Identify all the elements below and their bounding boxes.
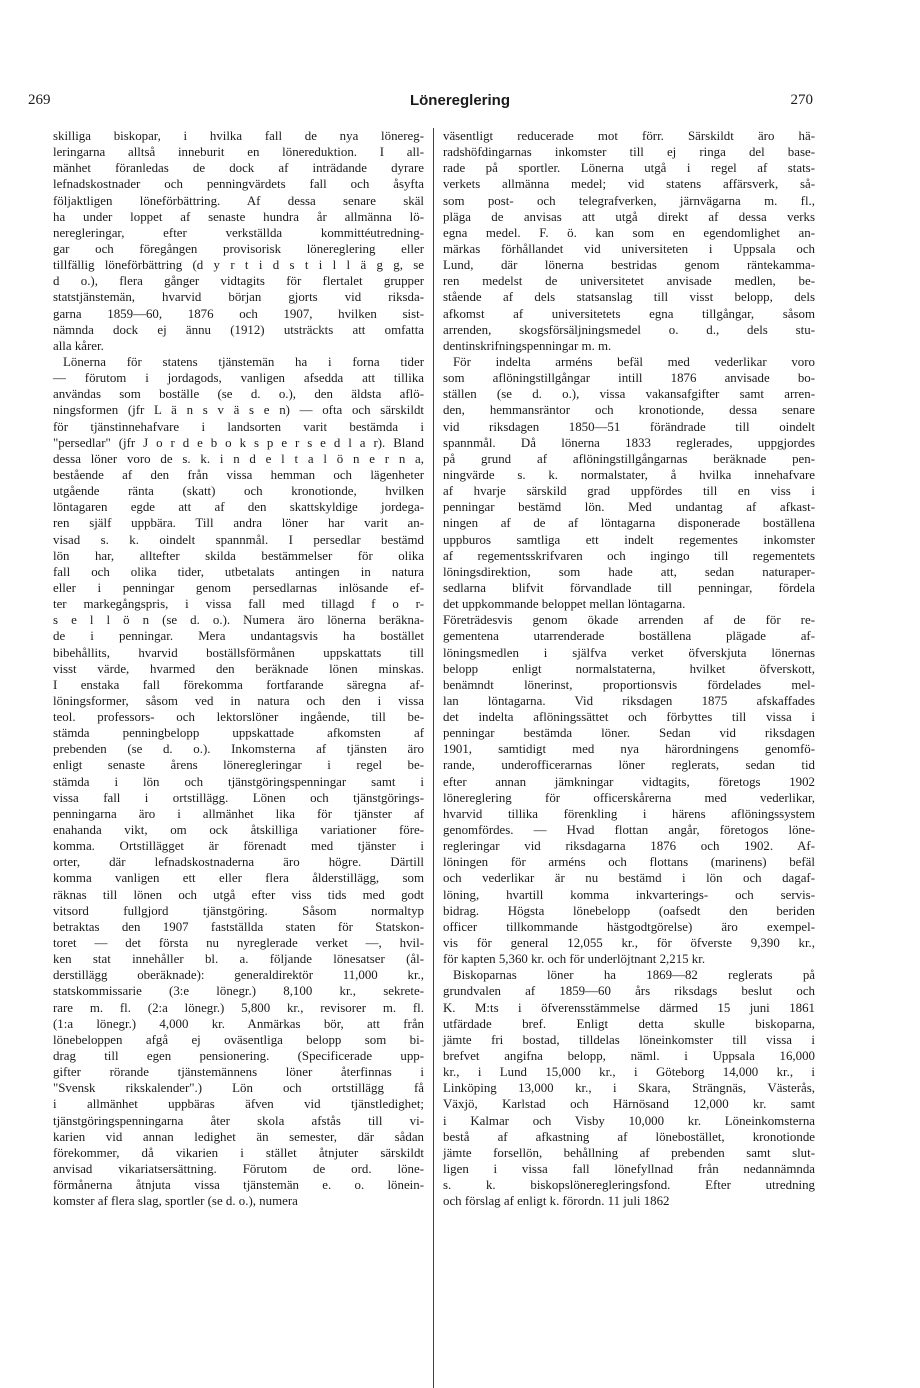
right-column	[443, 128, 815, 1209]
text-line: vis för general 12,055 kr., för öfverste 9,390 kr.,	[443, 936, 815, 951]
text-line: genomfördes. — Hvad flottan angår, företogos löne-	[443, 823, 815, 838]
text-line: orter, där lefnadskostnaderna äro högre. Därtill	[53, 855, 424, 870]
text-line: officer tillkommande hästgodtgörelse) äro exempel-	[443, 919, 815, 934]
text-line: ken stat innehåller bl. a. följande lönesatser (ål-	[53, 952, 424, 967]
text-line: af regementsskrifvaren och ingingo till regementets	[443, 548, 815, 563]
text-line: derstillägg oberäknade): generaldirektör 11,000 kr.,	[53, 968, 424, 983]
left-column	[53, 128, 424, 1209]
text-line: lan löntagarna. Vid riksdagen 1875 afskaffades	[443, 693, 815, 708]
text-line: löningsdirektion, som hade att, sedan naturaper-	[443, 564, 815, 579]
text-line: neregleringar, efter verkställda kommittéutredning-	[53, 225, 424, 240]
text-line: gifter rörande tjänstemännens löner återfinnas i	[53, 1065, 424, 1080]
page-number-left: 269	[28, 92, 51, 108]
text-line: de i penningar. Mera undantagsvis ha bostället	[53, 629, 424, 644]
text-line: ren själf uppbära. Till andra löner har varit an-	[53, 516, 424, 531]
text-line: belopp enligt normalstaterna, hvilket öfverskott,	[443, 661, 815, 676]
text-line: visad s. k. oindelt spannmål. I persedlar bestämd	[53, 532, 424, 547]
text-line: den, hemmansräntor och kronotionde, dessa senare	[443, 403, 815, 418]
text-line: spannmål. Då lönerna 1833 reglerades, uppgjordes	[443, 435, 815, 450]
text-line: verkets allmänna medel; vid statens affärsverk, så-	[443, 177, 815, 192]
text-line: d o.), flera gånger vidtagits för flertalet grupper	[53, 274, 424, 289]
text-line: teol. professors- och lektorslöner ingående, till be-	[53, 710, 424, 725]
text-line: tillfällig löneförbättring (d y r t i d s t i l l ä g g, se	[53, 258, 424, 273]
text-line: dessa löner voro de s. k. i n d e l t a l ö n e r n a,	[53, 451, 424, 466]
text-line: (1:a lönegr.) 4,000 kr. Anmärkas bör, att från	[53, 1016, 424, 1031]
text-line: komma. Ortstillägget är förenadt med tjänster i	[53, 839, 424, 854]
text-line: drag till egen pensionering. (Specificerade upp-	[53, 1049, 424, 1064]
page-number-right: 270	[790, 92, 813, 108]
text-line: karien vid annan ledighet än semester, där sådan	[53, 1129, 424, 1144]
text-line: brefvet angifna belopp, näml. i Uppsala 16,000	[443, 1049, 815, 1064]
text-line: nämnda dock ej ännu (1912) utsträckts att omfatta	[53, 322, 424, 337]
text-line: ställen (se d. o.), vissa vakansafgifter samt arren-	[443, 387, 815, 402]
text-line: bestående af den från vissa hemman och lägenheter	[53, 467, 424, 482]
text-line: sedlarna blifvit förvandlade till penningar, fördela	[443, 580, 815, 595]
text-line: utgående ränta (skatt) och kronotionde, hvilken	[53, 484, 424, 499]
text-line: K. M:ts i öfverensstämmelse därmed 15 juni 1861	[443, 1000, 815, 1015]
text-line: eller i penningar genom persedlarnas inlösande ef-	[53, 580, 424, 595]
text-line: löningsformer, såsom ved in natura och den i vissa	[53, 693, 424, 708]
text-line: det uppkommande beloppet mellan löntagarna.	[443, 597, 686, 612]
text-line: efter annan jämkningar vidtagits, företogs 1902	[443, 774, 815, 789]
text-line: komma vanligen ett eller flera ålderstillägg, som	[53, 871, 424, 886]
text-line: jämte forsellön, behållning af prebenden samt slut-	[443, 1145, 815, 1160]
running-title: Lönereglering	[409, 92, 510, 109]
text-line: garna 1859—60, 1876 och 1907, hvilken sist-	[53, 306, 424, 321]
text-line: komster af flera slag, sportler (se d. o.), numera	[53, 1194, 298, 1209]
text-line: på grund af aflöningstillgångarnas beräknade pen-	[443, 451, 815, 466]
text-line: vissa fall i ortstillägg. Lönen och tjänstgörings-	[53, 790, 424, 805]
text-line: rare m. fl. (2:a lönegr.) 5,800 kr., revisorer m. fl.	[53, 1000, 424, 1015]
text-line: stämda penningbelopp uppskattade afkomsten af	[53, 726, 424, 741]
text-line: statstjänstemän, hvarvid början gjorts vid riksda-	[53, 290, 424, 305]
text-line: prebenden (se d. o.). Inkomsterna af tjänsten äro	[53, 742, 424, 757]
text-line: lön har, alltefter skilda bestämmelser för olika	[53, 548, 424, 563]
text-line: i Kalmar och Visby 10,000 kr. Löneinkomsterna	[443, 1113, 815, 1128]
text-line: jämte fri bostad, tilldelas löneinkomster till vissa i	[443, 1032, 815, 1047]
text-line: och förslag af enligt k. förordn. 11 juli 1862	[443, 1194, 670, 1209]
text-line: Företrädesvis genom ökade arrenden af de för re-	[443, 613, 815, 628]
text-line: penningar bestämd lön. Med undantag af afkast-	[443, 500, 815, 515]
text-line: uppburos samtliga ett indelt regementes inkomster	[443, 532, 815, 547]
text-line: Lönerna för statens tjänstemän ha i forna tider	[63, 354, 424, 369]
text-line: "Svensk rikskalender".) Lön och ortstillägg få	[53, 1081, 424, 1096]
text-line: ningen af de af löntagarna disponerade boställena	[443, 516, 815, 531]
text-line: stående af dels statsanslag till visst belopp, dels	[443, 290, 815, 305]
text-line: penningarna äro i allmänhet lika för tjänster af	[53, 806, 424, 821]
text-line: toret — det första nu nyreglerade verket —, hvil-	[53, 936, 424, 951]
text-line: löning, hvartill komma inkvarterings- och servis-	[443, 887, 815, 902]
text-line: ren medelst de universitetet anvisade medlen, be-	[443, 274, 815, 289]
text-line: bibehållits, hvarvid boställsförmånen uppskattats till	[53, 645, 424, 660]
text-line: gar och föregången provisorisk lönereglering eller	[53, 241, 424, 256]
text-line: 1901, samtidigt med nya härordningens genomfö-	[443, 742, 815, 757]
text-line: I enstaka fall förekomma fortfarande säregna af-	[53, 677, 424, 692]
text-line: fall och olika tider, utbetalats antingen in natura	[53, 564, 424, 579]
text-line: Växjö, Karlstad och Härnösand 12,000 kr. samt	[443, 1097, 815, 1112]
text-line: gementena utarrenderade boställena plägade af-	[443, 629, 815, 644]
text-line: enahanda vikt, om ock åtskilliga variationer före-	[53, 823, 424, 838]
text-line: arrenden, skogsförsäljningsmedel o. d., dels stu-	[443, 322, 815, 337]
text-line: mänhet föranledas de dock af inträdande dyrare	[53, 161, 424, 176]
text-line: pläga de anvisas att utgå direkt af dessa verks	[443, 209, 815, 224]
text-line: ningvärde s. k. normalstater, å hvilka innehafvare	[443, 467, 815, 482]
text-line: löningen för arméns och flottans (marinens) befäl	[443, 855, 815, 870]
text-line: grundvalen af 1859—60 års riksdags beslut och	[443, 984, 815, 999]
text-line: lönereglering för officerskårerna med vederlikar,	[443, 790, 815, 805]
text-line: ter markegångspris, i vissa fall med tillagd f o r-	[53, 597, 424, 612]
text-line: "persedlar" (jfr J o r d e b o k s p e r s e d l a r). Bland	[53, 435, 424, 450]
text-line: af hvarje särskild grad uppfördes till en viss i	[443, 484, 815, 499]
text-line: räknas till lönen och utgå efter viss tids med godt	[53, 887, 424, 902]
text-line: kr., i Lund 15,000 kr., i Göteborg 14,000 kr., i	[443, 1065, 815, 1080]
text-line: vitsord fullgjord tjänstgöring. Såsom normaltyp	[53, 903, 424, 918]
text-line: s e l l ö n (se d. o.). Numera äro lönerna beräkna-	[53, 613, 424, 628]
text-line: ningsformen (jfr L ä n s v ä s e n) — ofta och särskildt	[53, 403, 424, 418]
text-line: följaktligen löneförbättring. Af dessa senare skäl	[53, 193, 424, 208]
text-columns	[53, 128, 815, 1209]
text-line: det indelta aflöningssättet och förbyttes till vissa i	[443, 710, 815, 725]
text-line: visst värde, hvarmed den beräknade lönen minskas.	[53, 661, 424, 676]
text-line: som post- och telegrafverken, järnvägarna m. fl.,	[443, 193, 815, 208]
text-line: utfärdade bref. Enligt detta skulle biskoparna,	[443, 1016, 815, 1031]
text-line: enligt senaste årens löneregleringar i regel be-	[53, 758, 424, 773]
text-line: vid riksdagen 1850—51 förändrade till oindelt	[443, 419, 815, 434]
text-line: Lund, där lönerna bestridas genom räntekamma-	[443, 258, 815, 273]
text-line: förekommer, då vikarien i stället åtnjuter särskildt	[53, 1145, 424, 1160]
text-line: regleringar vid riksdagarna 1876 och 1902. Af-	[443, 839, 815, 854]
text-line: användas som boställe (se d. o.), den äldsta aflö-	[53, 387, 424, 402]
text-line: rande, underofficerarnas löner reglerats, sedan tid	[443, 758, 815, 773]
text-line: — förutom i jordagods, vanligen afsedda att tillika	[53, 371, 424, 386]
text-line: stämda i lön och tjänstgöringspenningar samt i	[53, 774, 424, 789]
text-line: statskommissarie (3:e lönegr.) 8,100 kr., sekrete-	[53, 984, 424, 999]
text-line: dentinskrifningspenningar m. m.	[443, 338, 612, 353]
text-line: Linköping 13,000 kr., i Skara, Strängnäs, Västerås,	[443, 1081, 815, 1096]
text-line: märkas förhållandet vid universiteten i Uppsala och	[443, 241, 815, 256]
text-line: skilliga biskopar, i hvilka fall de nya lönereg-	[53, 129, 424, 143]
text-line: och vederlikar är nu bestämd i lön och dagaf-	[443, 871, 815, 886]
text-line: benämndt lönerinst, proportionsvis fördelades mel-	[443, 677, 815, 692]
text-line: rade på sportler. Lönerna utgå i regel af stats-	[443, 161, 815, 176]
text-line: penningar bestämda löner. Sedan vid riksdagen	[443, 726, 815, 741]
text-line: förmånerna åtnjuta vissa tjänstemän e. o. lönein-	[53, 1178, 424, 1193]
text-line: bestå af afkastning af lönebostället, kronotionde	[443, 1129, 815, 1144]
column-divider	[433, 128, 434, 1388]
text-line: hvarvid tillika förenkling i härens aflöningssystem	[443, 806, 815, 821]
text-line: alla kårer.	[53, 338, 104, 353]
text-line: för kapten 5,360 kr. och för underlöjtnant 2,215 kr.	[443, 952, 706, 967]
text-line: bidrag. Högsta lönebelopp (oafsedt den beriden	[443, 903, 815, 918]
text-line: som aflöningstillgångar intill 1876 anvisade bo-	[443, 371, 815, 386]
text-line: löningsmedlen i själfva verket öfverskjuta lönernas	[443, 645, 815, 660]
text-line: lefnadskostnader och penningvärdets fall och åsyfta	[53, 177, 424, 192]
text-line: tjänstgöringspenningarna åter skola afstås till vi-	[53, 1113, 424, 1128]
text-line: För indelta arméns befäl med vederlikar voro	[453, 354, 815, 369]
text-line: leringarna alltså inneburit en lönereduktion. I all-	[53, 145, 424, 160]
text-line: s. k. biskopslöneregleringsfond. Efter utredning	[443, 1178, 815, 1193]
text-line: egna medel. F. ö. kan som en egendomlighet an-	[443, 225, 815, 240]
text-line: lönebeloppen afgå ej oväsentliga belopp som bi-	[53, 1032, 424, 1047]
text-line: anvisad vikariatsersättning. Förutom de ord. löne-	[53, 1162, 424, 1176]
text-line: betraktas den 1907 fastställda staten för Statskon-	[53, 919, 424, 934]
text-line: väsentligt reducerade mot förr. Särskildt äro hä-	[443, 129, 815, 143]
text-line: löntagaren egde att af den skattskyldige jordega-	[53, 500, 424, 515]
text-line: i allmänhet uppbäras äfven vid tjänstledighet;	[53, 1097, 424, 1112]
text-line: radshöfdingarnas inkomster till ej ringa del base-	[443, 145, 815, 160]
text-line: ha under loppet af senaste hundra år allmänna lö-	[53, 209, 424, 224]
text-line: afkomst af universitetets egna tillgångar, såsom	[443, 306, 815, 321]
text-line: för tjänstinnehafvare i landsorten varit bestämda i	[53, 419, 424, 434]
text-line: Biskoparnas löner ha 1869—82 reglerats på	[453, 968, 815, 983]
text-line: ligen i vissa fall lönefyllnad från nedannämnda	[443, 1162, 815, 1176]
